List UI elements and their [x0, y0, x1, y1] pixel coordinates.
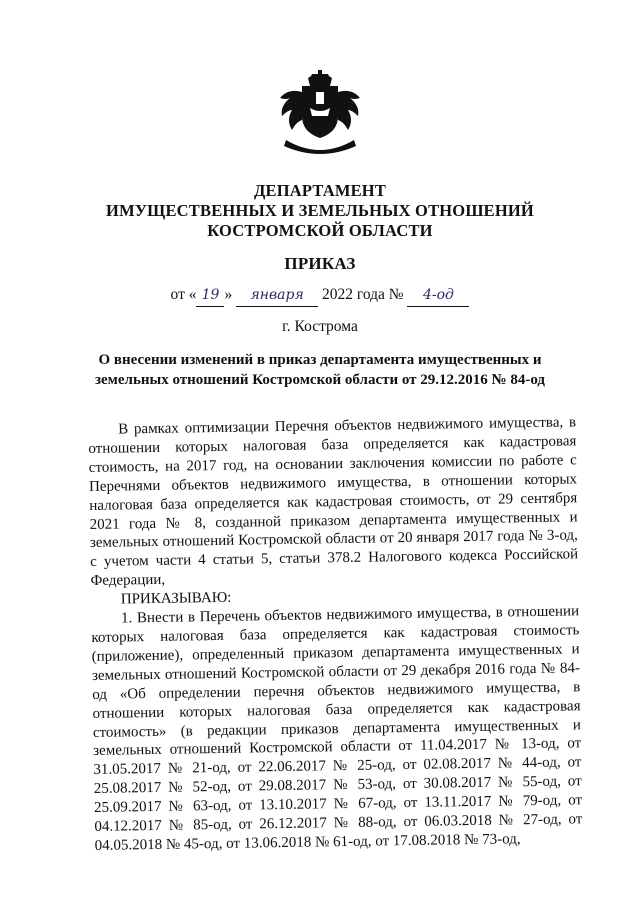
- header-line-3: КОСТРОМСКОЙ ОБЛАСТИ: [207, 221, 433, 240]
- handwritten-month: января: [236, 284, 318, 307]
- coat-of-arms-emblem: [272, 70, 368, 156]
- year-and-number-label: 2022 года №: [321, 286, 404, 303]
- handwritten-day: 19: [196, 284, 224, 307]
- header-line-2: ИМУЩЕСТВЕННЫХ И ЗЕМЕЛЬНЫХ ОТНОШЕНИЙ: [106, 201, 534, 220]
- subject-line-1: О внесении изменений в приказ департамента имущественных и: [98, 352, 542, 368]
- order-body: [88, 413, 583, 855]
- department-header: [0, 181, 640, 241]
- date-prefix: от «: [170, 286, 197, 303]
- city-name: г. Кострома: [282, 318, 358, 335]
- subject-line-2: земельных отношений Костромской области от 29.12.2016 № 84-од: [94, 372, 546, 388]
- order-keyword: ПРИКАЗЫВАЮ:: [120, 589, 232, 608]
- handwritten-order-number: 4-од: [407, 284, 469, 307]
- order-subject: [88, 350, 552, 390]
- date-mid: »: [224, 286, 233, 303]
- item-1-paragraph: 1. Внести в Перечень объектов недвижимого имущества, в отношении которых налоговая база определяется как кадастровая стоимость (приложение), определенный приказом департамента имущественных и земельных отношений Костромской области от 29 декабря 2016 года № 84-од «Об определении перечня объектов недвижимого имущества, в отношении которых налоговая база определяется как кадастровая стоимость» (в редакции приказов департамента имущественных и земельных отношений Костромской области от 11.04.2017 № 13-од, от 31.05.2017 № 21-од, от 22.06.2017 № 25-од, от 02.08.2017 № 44-од, от 25.08.2017 № 52-од, от 29.08.2017 № 53-од, от 30.08.2017 № 55-од, от 25.09.2017 № 63-од, от 13.10.2017 № 67-од, от 13.11.2017 № 79-од, от 04.12.2017 № 85-од, от 26.12.2017 № 88-од, от 06.03.2018 № 27-од, от 04.05.2018 № 45-од, от 13.06.2018 № 61-од, от 17.08.2018 № 73-од,: [91, 603, 583, 854]
- header-line-1: ДЕПАРТАМЕНТ: [253, 181, 387, 200]
- date-and-number-line: [0, 284, 640, 307]
- document-type-title: ПРИКАЗ: [284, 254, 356, 273]
- preamble-paragraph: В рамках оптимизации Перечня объектов недвижимого имущества, в отношении которых налоговая база определяется как кадастровая стоимость, на 2017 год, на основании заключения комиссии по работе с Перечнями объектов недвижимого имущества, в отношении которых налоговая база определяется как кадастровая стоимость, от 29 сентября 2021 года № 8, созданной приказом департамента имущественных и земельных отношений Костромской области от 20 января 2017 года № 3-од, с учетом части 4 статьи 5, статьи 378.2 Налогового кодекса Российской Федерации,: [88, 414, 579, 590]
